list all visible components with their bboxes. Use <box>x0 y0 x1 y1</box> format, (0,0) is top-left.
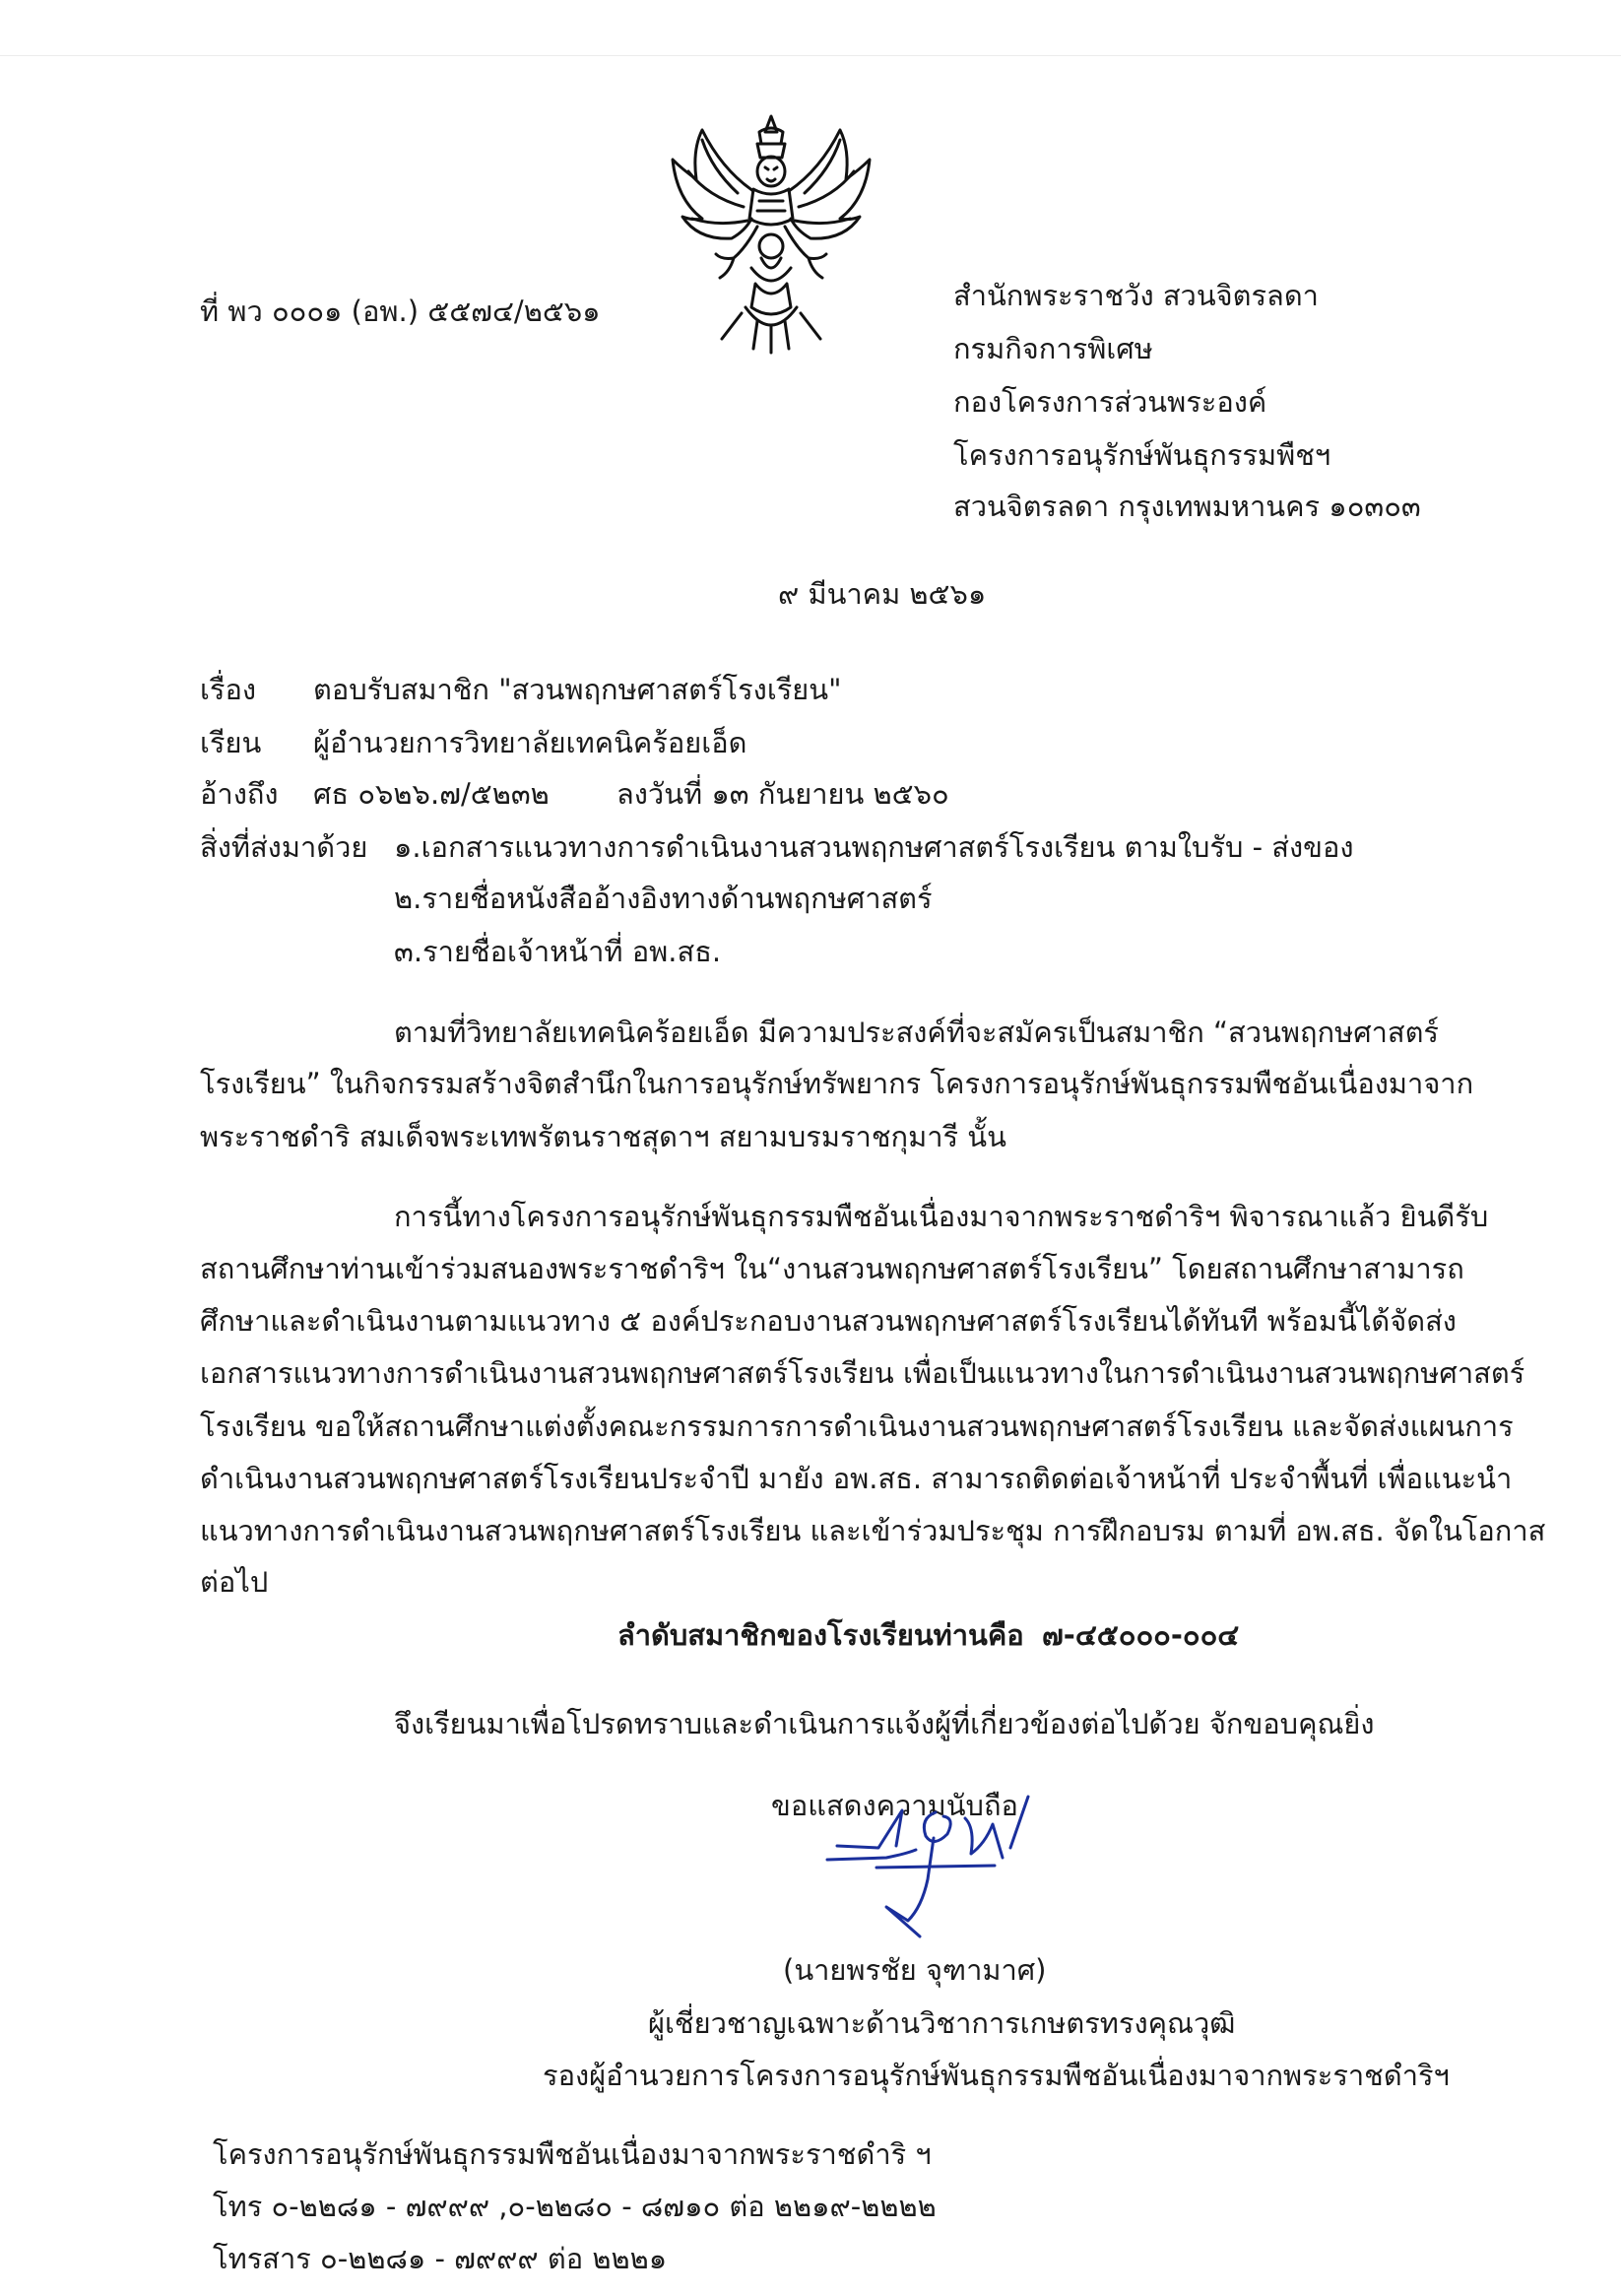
footer-fax: โทรสาร ๐-๒๒๘๑ - ๗๙๙๙ ต่อ ๒๒๒๑ <box>213 2242 668 2275</box>
subject-label: เรื่อง <box>200 673 257 706</box>
paragraph-line: ดำเนินงานสวนพฤกษศาสตร์โรงเรียนประจำปี มายัง อพ.สธ. สามารถติดต่อเจ้าหน้าที่ ประจำพื้นที่ เพื่อแนะนำ <box>200 1462 1513 1495</box>
enclosure-item: ๒.รายชื่อหนังสืออ้างอิงทางด้านพฤกษศาสตร์ <box>394 882 933 915</box>
document-number: ที่ พว ๐๐๐๑ (อพ.) ๕๕๗๔/๒๕๖๑ <box>200 295 601 328</box>
signer-title: รองผู้อำนวยการโครงการอนุรักษ์พันธุกรรมพืชอันเนื่องมาจากพระราชดำริฯ <box>543 2059 1450 2092</box>
to-value: ผู้อำนวยการวิทยาลัยเทคนิคร้อยเอ็ด <box>313 726 747 759</box>
paragraph-line: การนี้ทางโครงการอนุรักษ์พันธุกรรมพืชอันเนื่องมาจากพระราชดำริฯ พิจารณาแล้ว ยินดีรับ <box>394 1200 1489 1233</box>
paragraph-line: พระราชดำริ สมเด็จพระเทพรัตนราชสุดาฯ สยามบรมราชกุมารี นั้น <box>200 1120 1006 1153</box>
paragraph-line: สถานศึกษาท่านเข้าร่วมสนองพระราชดำริฯ ใน“งานสวนพฤกษศาสตร์โรงเรียน” โดยสถานศึกษาสามารถ <box>200 1252 1464 1285</box>
paragraph-line: ต่อไป <box>200 1565 269 1599</box>
footer-organization: โครงการอนุรักษ์พันธุกรรมพืชอันเนื่องมาจากพระราชดำริ ฯ <box>213 2137 932 2171</box>
enclosure-label: สิ่งที่ส่งมาด้วย <box>200 830 368 864</box>
reference-label: อ้างถึง <box>200 777 279 811</box>
address-line: กรมกิจการพิเศษ <box>953 332 1153 365</box>
salutation: ขอแสดงความนับถือ <box>771 1789 1018 1822</box>
reference-date: ลงวันที่ ๑๓ กันยายน ๒๕๖๐ <box>616 777 949 811</box>
footer-phone: โทร ๐-๒๒๘๑ - ๗๙๙๙ ,๐-๒๒๘๐ - ๘๗๑๐ ต่อ ๒๒๑๙-๒๒๒๒ <box>213 2190 937 2223</box>
paragraph-line: ตามที่วิทยาลัยเทคนิคร้อยเอ็ด มีความประสงค์ที่จะสมัครเป็นสมาชิก “สวนพฤกษศาสตร์ <box>394 1016 1439 1049</box>
handwritten-signature-icon <box>817 1789 1044 1946</box>
enclosure-item: ๑.เอกสารแนวทางการดำเนินงานสวนพฤกษศาสตร์โรงเรียน ตามใบรับ - ส่งของ <box>394 830 1354 864</box>
to-label: เรียน <box>200 726 262 759</box>
reference-number: ศธ ๐๖๒๖.๗/๕๒๓๒ <box>313 777 550 811</box>
closing-line: จึงเรียนมาเพื่อโปรดทราบและดำเนินการแจ้งผู้ที่เกี่ยวข้องต่อไปด้วย จักขอบคุณยิ่ง <box>394 1707 1375 1740</box>
document-date: ๙ มีนาคม ๒๕๖๑ <box>778 577 987 611</box>
subject-value: ตอบรับสมาชิก "สวนพฤกษศาสตร์โรงเรียน" <box>313 673 842 706</box>
enclosure-item: ๓.รายชื่อเจ้าหน้าที่ อพ.สธ. <box>394 935 722 968</box>
address-line: กองโครงการส่วนพระองค์ <box>953 385 1267 419</box>
signer-name: (นายพรชัย จุฑามาศ) <box>783 1953 1047 1987</box>
member-label: ลำดับสมาชิกของโรงเรียนท่านคือ <box>617 1618 1024 1652</box>
paragraph-line: ศึกษาและดำเนินงานตามแนวทาง ๕ องค์ประกอบงานสวนพฤกษศาสตร์โรงเรียนได้ทันที พร้อมนี้ได้จัดส่ง <box>200 1304 1457 1338</box>
paragraph-line: โรงเรียน ขอให้สถานศึกษาแต่งตั้งคณะกรรมการการดำเนินงานสวนพฤกษศาสตร์โรงเรียน และจัดส่งแผนการ <box>200 1410 1514 1443</box>
paragraph-line: เอกสารแนวทางการดำเนินงานสวนพฤกษศาสตร์โรงเรียน เพื่อเป็นแนวทางในการดำเนินงานสวนพฤกษศาสตร์ <box>200 1356 1525 1390</box>
signer-title: ผู้เชี่ยวชาญเฉพาะด้านวิชาการเกษตรทรงคุณวุฒิ <box>648 2006 1236 2040</box>
address-line: สำนักพระราชวัง สวนจิตรลดา <box>953 279 1319 312</box>
address-line: โครงการอนุรักษ์พันธุกรรมพืชฯ <box>953 438 1331 472</box>
paragraph-line: โรงเรียน” ในกิจกรรมสร้างจิตสำนึกในการอนุรักษ์ทรัพยากร โครงการอนุรักษ์พันธุกรรมพืชอันเนื่องมาจาก <box>200 1067 1474 1100</box>
garuda-emblem-icon <box>663 110 879 357</box>
paragraph-line: แนวทางการดำเนินงานสวนพฤกษศาสตร์โรงเรียน และเข้าร่วมประชุม การฝึกอบรม ตามที่ อพ.สธ. จัดในโอกาส <box>200 1514 1546 1547</box>
address-line: สวนจิตรลดา กรุงเทพมหานคร ๑๐๓๐๓ <box>953 490 1421 523</box>
member-number: ๗-๔๕๐๐๐-๐๐๔ <box>1042 1618 1240 1652</box>
page-edge-line <box>0 55 1621 56</box>
